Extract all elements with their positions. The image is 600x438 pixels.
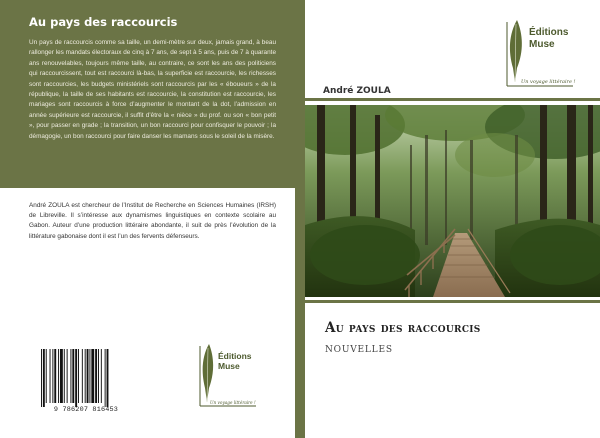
- front-book-subtitle: [325, 345, 393, 355]
- front-cover: [305, 0, 600, 438]
- rule-lower: [305, 300, 600, 303]
- front-book-title: [325, 320, 481, 336]
- back-cover-title: Au pays des raccourcis: [29, 15, 178, 29]
- publisher-name-line1: Éditions: [218, 351, 252, 361]
- front-author-name: André ZOULA: [323, 86, 391, 96]
- publisher-logo-front: [503, 18, 581, 94]
- publisher-name-line2: Muse: [529, 39, 555, 50]
- isbn-digits: 9 786207 816453: [53, 406, 119, 414]
- back-cover-blurb: Un pays de raccourcis comme sa taille, un demi-mètre sur deux, jamais grand, à beau rallonger les mandats électoraux de cinq à 7 ans, de sept à 5 ans, puis de 7 à quarante ans renouvelables, toujours même taille, au contraire, ce sont les ans des politiciens qui raccourcissent, tout est raccourci là-bas, la superficie est raccourcie, les richesses sont raccourcies, les budgets ministériels sont raccourcis par les « éboueurs » de la république, la taille de ses habitants est raccourcie, la constitution est raccourcie, les mariages sont raccourcis à force d’augmenter le montant de la dot, l’admission en année supérieure est raccourcie, il suffit d’être la « nièce » du prof. ou son « bon petit », pour passer en grade ; la transition, un bon raccourci pour confisquer le pouvoir ; la démagogie, un bon raccourci pour faire danser les mamans sous le soleil de la misère.: [29, 39, 276, 140]
- rule-upper: [305, 98, 600, 101]
- front-book-title-text: Au pays des raccourcis: [325, 320, 481, 336]
- back-cover: [0, 0, 295, 438]
- publisher-logo-back: [196, 342, 262, 414]
- back-cover-olive-panel: [0, 0, 295, 188]
- publisher-slogan: Un voyage littéraire !: [521, 79, 576, 85]
- isbn-barcode: [40, 349, 132, 409]
- book-spine: [295, 0, 305, 438]
- front-book-subtitle-text: NOUVELLES: [325, 345, 393, 355]
- publisher-name-line2: Muse: [218, 361, 240, 371]
- publisher-slogan: Un voyage littéraire !: [210, 400, 256, 405]
- forest-boardwalk-photo: [305, 105, 600, 297]
- publisher-name-line1: Éditions: [529, 27, 569, 38]
- author-bio: André ZOULA est chercheur de l’Institut de Recherche en Sciences Humaines (IRSH) de Libreville. Il s’intéresse aux dynamismes linguistiques en contexte scolaire au Gabon. Auteur d’une production littéraire abondante, il suit de près l’évolution de la littérature gabonaise dont il est l’un des fervents défenseurs.: [29, 202, 276, 240]
